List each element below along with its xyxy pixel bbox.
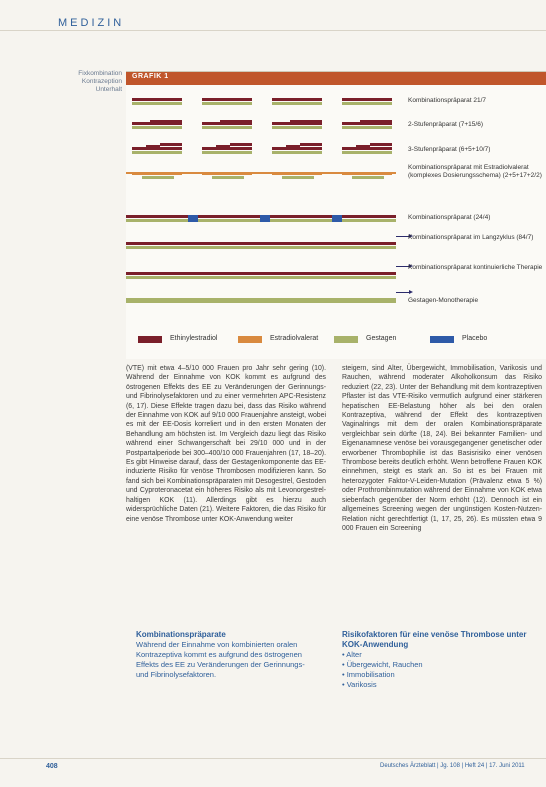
regimen-bar	[126, 272, 396, 280]
bar-segment	[360, 120, 392, 123]
bar-segment	[126, 172, 396, 174]
bar-segment	[290, 120, 322, 123]
body-column-2	[342, 364, 542, 533]
regimen-bar	[126, 298, 396, 306]
bar-segment	[286, 145, 300, 148]
figure	[126, 71, 546, 359]
legend-swatch	[238, 336, 262, 343]
bar-segment	[132, 98, 182, 101]
bar-segment	[150, 120, 182, 123]
risk-factor-list	[342, 650, 542, 690]
regimen-bar	[126, 242, 396, 250]
summary-box-right	[342, 630, 542, 730]
bar-segment	[202, 151, 252, 154]
bar-segment	[352, 176, 384, 179]
body-text	[126, 364, 546, 594]
legend-label: Ethinylestradiol	[170, 335, 218, 342]
bar-segment	[220, 120, 252, 123]
bar-segment	[146, 145, 160, 148]
regimen-bar	[126, 98, 396, 106]
legend-swatch	[430, 336, 454, 343]
regimen-bar	[126, 215, 396, 223]
bar-segment	[332, 215, 342, 222]
regimen-bar	[126, 147, 396, 155]
legend-label: Gestagen	[366, 335, 397, 342]
bar-segment	[132, 102, 182, 105]
body-paragraph: steigern, sind Alter, Übergewicht, Immobilisation, Varikosis und Rauchen, während moderater Alkoholkonsum das Risiko reduziert (22, 23). Unter der Behandlung mit dem kontrazeptiven Pflaster ist das VTE-Risiko vermutlich aufgrund einer stärkeren hepatischen EE-Belastung höher als bei den oralen Kontrazeptiva, während der Effekt des kontrazeptiven Vaginalrings mit dem der oralen Kombinationspräparate vergleichbar sein dürfte (18, 24). Bei bekannter Familien- und Eigenanamnese venöse bei vorausgegangener genetischer oder erworbener Thrombophilie ist das Basisrisiko einer venösen Thrombose bereits deutlich erhöht. Wenn betroffene Frauen KOK einnehmen, steigt es stark an. So ist es bei Frauen mit heterozygoter Faktor-V-Leiden-Mutation (Prävalenz etwa 5 %) oder Prothrombinmutation während der Einnahme von KOK etwa siebenfach gegenüber der Norm erhöht (12). Dennoch ist ein allgemeines Screening wegen der ungünstigen Kosten-Nutzen-Relation nicht gerechtfertigt (1, 17, 25, 26). Es müssten etwa 9 000 Frauen ein Screening	[342, 365, 542, 532]
bar-segment	[272, 102, 322, 105]
journal-citation: Deutsches Ärzteblatt | Jg. 108 | Heft 24 | 17. Juni 2011	[380, 763, 525, 769]
bar-segment	[188, 215, 198, 222]
legend-swatch	[138, 336, 162, 343]
regimen-bar	[126, 172, 396, 180]
regimen-label: Gestagen-Monotherapie	[408, 297, 479, 304]
bar-segment	[300, 143, 322, 146]
section-label: MEDIZIN	[58, 17, 125, 29]
regimen-label: Kombinationspräparat mit Estradiolvalerat (komplexes Dosierungsschema) (2+5+17+2/2)	[408, 164, 542, 179]
bar-segment	[212, 176, 244, 179]
bar-segment	[142, 176, 174, 179]
bar-segment	[370, 143, 392, 146]
summary-box-title: Kombinationspräparate	[136, 630, 226, 639]
regimen-label: Kombinationspräparat (24/4)	[408, 214, 491, 221]
summary-box-title: Risikofaktoren für eine venöse Thrombose unter KOK-Anwendung	[342, 630, 527, 649]
bar-segment	[132, 126, 182, 129]
regimen-label: 3-Stufenpräparat (6+5+10/7)	[408, 146, 491, 153]
summary-box-left	[136, 630, 316, 730]
bar-segment	[342, 98, 392, 101]
page-number: 408	[46, 763, 58, 770]
list-item: • Alter	[342, 650, 362, 659]
bar-segment	[272, 151, 322, 154]
footer-rule	[0, 758, 546, 759]
header-rule	[0, 30, 546, 31]
bar-segment	[126, 272, 396, 275]
legend-label: Estradiolvalerat	[270, 335, 319, 342]
legend-swatch	[334, 336, 358, 343]
bar-segment	[342, 126, 392, 129]
bar-segment	[356, 145, 370, 148]
regimen-label: Kombinationspräparat 21/7	[408, 97, 487, 104]
bar-segment	[126, 246, 396, 249]
bar-segment	[282, 176, 314, 179]
body-column-1	[126, 364, 326, 524]
bar-segment	[126, 298, 396, 303]
bar-segment	[202, 102, 252, 105]
bar-segment	[126, 242, 396, 245]
list-item: • Varikosis	[342, 680, 377, 689]
figure-label: GRAFIK 1	[132, 73, 169, 80]
legend	[138, 334, 538, 346]
bar-segment	[342, 102, 392, 105]
regimen-bar	[126, 122, 396, 130]
regimen-label: Kombinationspräparat kontinuierliche Therapie	[408, 264, 543, 271]
bar-segment	[230, 143, 252, 146]
continuation-arrow-icon	[396, 292, 410, 293]
bar-segment	[126, 276, 396, 279]
body-paragraph: (VTE) mit etwa 4–5/10 000 Frauen pro Jahr sehr gering (10). Während der Einnahme von KOK kommt es aufgrund des östrogenen Effekts des EE zu Veränderungen der Gerinnungs- und Fibrinolysefaktoren und zu einer vermehrten APC-Resistenz (6, 17). Diese Effekte tragen dazu bei, dass das Risiko während der Einnahme von KOK auf 9/10 000 Frauenjahre ansteigt, wobei es mit der EE-Dosis korreliert und in den ersten Monaten der Behandlung am höchsten ist. Im Vergleich dazu liegt das Risiko während einer Schwangerschaft bei 29/10 000 und in der Postpartalperiode bei 300–400/10 000 Frauenjahren (17, 18–20). Es gibt Hinweise darauf, dass der Gestagenkomponente das EE-induzierte Risiko für venöse Thrombosen modifizieren kann. So fand sich bei Kombinationspräparaten mit Desogestrel, Gestoden und Cyproteronacetat ein höheres Risiko als mit Levonorgestrel-haltigen KOK (11). Allerdings gibt es hierzu auch widersprüchliche Daten (21). Weitere Faktoren, die das Risiko für eine venöse Thrombose unter KOK-Anwendung weiter	[126, 365, 326, 523]
bar-segment	[272, 126, 322, 129]
list-item: • Übergewicht, Rauchen	[342, 660, 423, 669]
bar-segment	[272, 98, 322, 101]
bar-segment	[160, 143, 182, 146]
figure-caption: Fixkombination Kontrazeption Unterhalt	[78, 70, 122, 93]
regimen-label: Kombinationspräparat im Langzyklus (84/7)	[408, 234, 534, 241]
bar-segment	[216, 145, 230, 148]
figure-header	[126, 72, 546, 85]
bar-segment	[202, 126, 252, 129]
bar-segment	[132, 151, 182, 154]
bar-segment	[342, 151, 392, 154]
bar-segment	[260, 215, 270, 222]
list-item: • Immobilisation	[342, 670, 395, 679]
regimen-label: 2-Stufenpräparat (7+15/6)	[408, 121, 483, 128]
bar-segment	[202, 98, 252, 101]
legend-label: Placebo	[462, 335, 488, 342]
summary-box-text: Während der Einnahme von kombinierten oralen Kontrazeptiva kommt es aufgrund des östrogenen Effekts des EE zu Veränderungen der Gerinnungs- und Fibrinolysefaktoren.	[136, 640, 305, 679]
